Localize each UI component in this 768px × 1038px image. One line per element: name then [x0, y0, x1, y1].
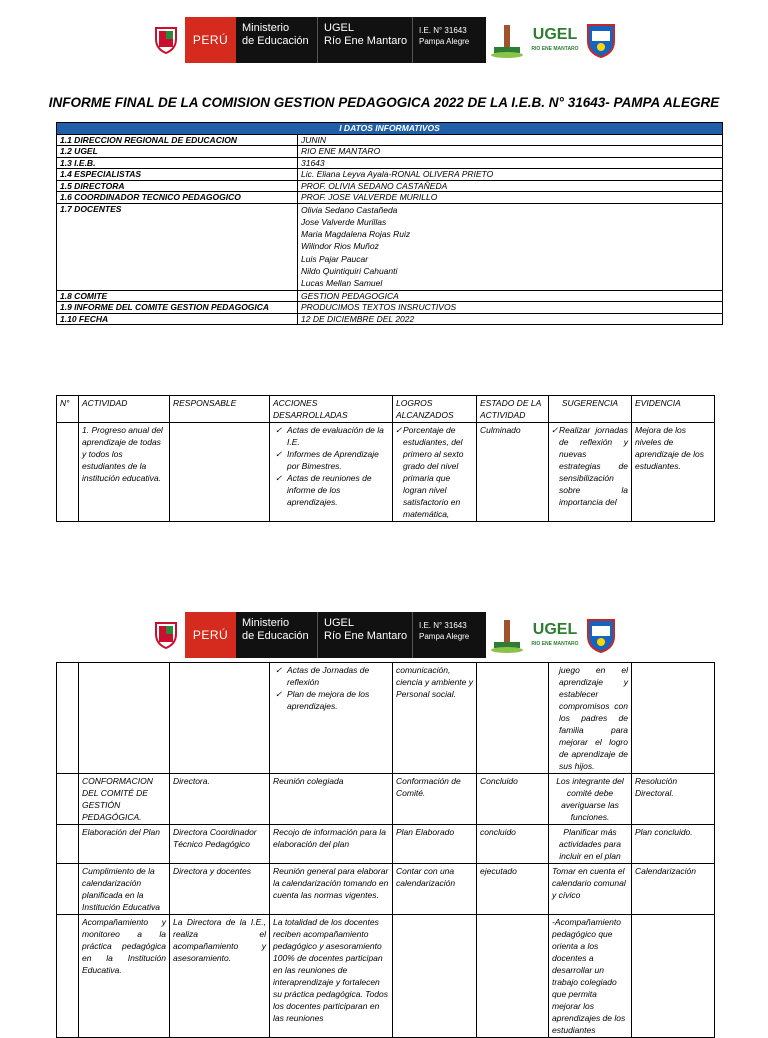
peru-label: PERÚ — [185, 612, 236, 658]
table-row: 1.2 UGEL RIO ENE MANTARO — [57, 146, 723, 158]
table-row: 1.4 ESPECIALISTAS Lic. Eliana Leyva Ayala-RONAL OLIVERA PRIETO — [57, 169, 723, 181]
peru-shield-icon — [147, 612, 185, 658]
page-title: INFORME FINAL DE LA COMISION GESTION PEDAGOGICA 2022 DE LA I.E.B. N° 31643- PAMPA ALEGRE — [48, 95, 720, 110]
info-table — [56, 122, 723, 325]
table-row: 1. Progreso anual del aprendizaje de todas y todos los estudiantes de la institución educativa. ✓ Actas de evaluación de la I.E. ✓ Informes de Aprendizaje por Bimestres. ✓ Actas de reuniones de informe de los aprendizajes. ✓ Porcentaje de estudiantes, del primero al sexto grado del nivel primaria que logran nivel satisfactorio en matemática, Culminado ✓ Realizar jornadas de reflexión y nuevas estrategias de sensibilización sobre la importancia del Mejora de los niveles de aprendizaje de los estudiantes. — [57, 423, 715, 522]
school-crest-icon — [584, 616, 618, 654]
table-row: Acompañamiento y monitoreo a la práctica pedagógica en la Institución Educativa. La Directora de la I.E., realiza el acompañamiento y asesoramiento. La totalidad de los docentes reciben acompañamiento pedagógico y asesoramiento 100% de docentes participan en las reuniones de interaprendizaje y fortalecen su práctica pedagógica. Todos los docentes participaran en las reuniones -Acompañamiento pedagógico que orienta a los docentes a desarrollar un trabajo colegiado que permita mejorar los aprendizajes de los estudiantes — [57, 915, 715, 1038]
table-row: 1.6 COORDINADOR TECNICO PEDAGOGICO PROF. JOSE VALVERDE MURILLO — [57, 192, 723, 204]
header-banner-page-2 — [147, 612, 620, 658]
ugel-label: UGEL Río Ene Mantaro — [317, 17, 412, 63]
ie-label: I.E. N° 31643 Pampa Alegre — [412, 17, 486, 63]
table-row: 1.1 DIRECCION REGIONAL DE EDUCACION JUNIN — [57, 134, 723, 146]
table-header-row: N° ACTIVIDAD RESPONSABLE ACCIONES DESARROLLADAS LOGROS ALCANZADOS ESTADO DE LA ACTIVIDAD SUGERENCIA EVIDENCIA — [57, 396, 715, 423]
table-row: 1.8 COMITE GESTION PEDAGOGICA — [57, 290, 723, 302]
info-header: I DATOS INFORMATIVOS — [57, 123, 723, 135]
school-crest-icon — [584, 21, 618, 59]
monument-icon — [488, 21, 526, 59]
activities-table-continued — [56, 662, 715, 1038]
table-row: Elaboración del Plan Directora Coordinador Técnico Pedagógico Recojo de información para la elaboración del plan Plan Elaborado concluido Planificar más actividades para incluir en el plan Plan concluido. — [57, 825, 715, 864]
table-row: 1.5 DIRECTORA PROF. OLIVIA SEDANO CASTAÑEDA — [57, 180, 723, 192]
table-row: 1.9 INFORME DEL COMITE GESTION PEDAGOGICA PRODUCIMOS TEXTOS INSRUCTIVOS — [57, 302, 723, 314]
header-banner — [147, 17, 620, 63]
table-row: ✓ Actas de Jornadas de reflexión ✓ Plan de mejora de los aprendizajes. comunicación, ciencia y ambiente y Personal social. juego en el aprendizaje y establecer compromisos con los padres de familia para mejorar el logro de aprendizaje de sus hijos. — [57, 663, 715, 774]
table-row: 1.3 I.E.B. 31643 — [57, 157, 723, 169]
table-row: 1.7 DOCENTES Olivia Sedano Castañeda Jose Valverde Murillas Maria Magdalena Rojas Ruiz Wilindor Rios Muñoz Luis Pajar Paucar Nildo Quintiquiri Cahuanti Lucas Mellan Samuel — [57, 203, 723, 290]
docentes-list: Olivia Sedano Castañeda Jose Valverde Murillas Maria Magdalena Rojas Ruiz Wilindor Rios Muñoz Luis Pajar Paucar Nildo Quintiquiri Cahuanti Lucas Mellan Samuel — [298, 203, 723, 290]
ministerio-label: Ministerio de Educación — [236, 612, 317, 658]
ugel-label: UGEL Río Ene Mantaro — [317, 612, 412, 658]
table-row: 1.10 FECHA 12 DE DICIEMBRE DEL 2022 — [57, 313, 723, 325]
table-row: CONFORMACION DEL COMITÉ DE GESTIÓN PEDAGÓGICA. Directora. Reunión colegiada Conformación de Comité. Concluido Los integrante del comité debe averiguarse las funciones. Resolución Directoral. — [57, 774, 715, 825]
peru-label: PERÚ — [185, 17, 236, 63]
ministerio-label: Ministerio de Educación — [236, 17, 317, 63]
table-row: Cumplimiento de la calendarización planificada en la Institución Educativa Directora y docentes Reunión general para elaborar la calendarización tomando en cuenta las normas vigentes. Contar con una calendarización ejecutado Tomar en cuenta el calendario comunal y cívico Calendarización — [57, 864, 715, 915]
activities-table — [56, 395, 715, 522]
monument-icon — [488, 616, 526, 654]
logos — [486, 612, 620, 658]
ugel-logo: UGEL RIO ENE MANTARO — [531, 621, 579, 647]
logos — [486, 17, 620, 63]
ugel-logo: UGEL RIO ENE MANTARO — [531, 26, 579, 52]
peru-shield-icon — [147, 17, 185, 63]
ie-label: I.E. N° 31643 Pampa Alegre — [412, 612, 486, 658]
